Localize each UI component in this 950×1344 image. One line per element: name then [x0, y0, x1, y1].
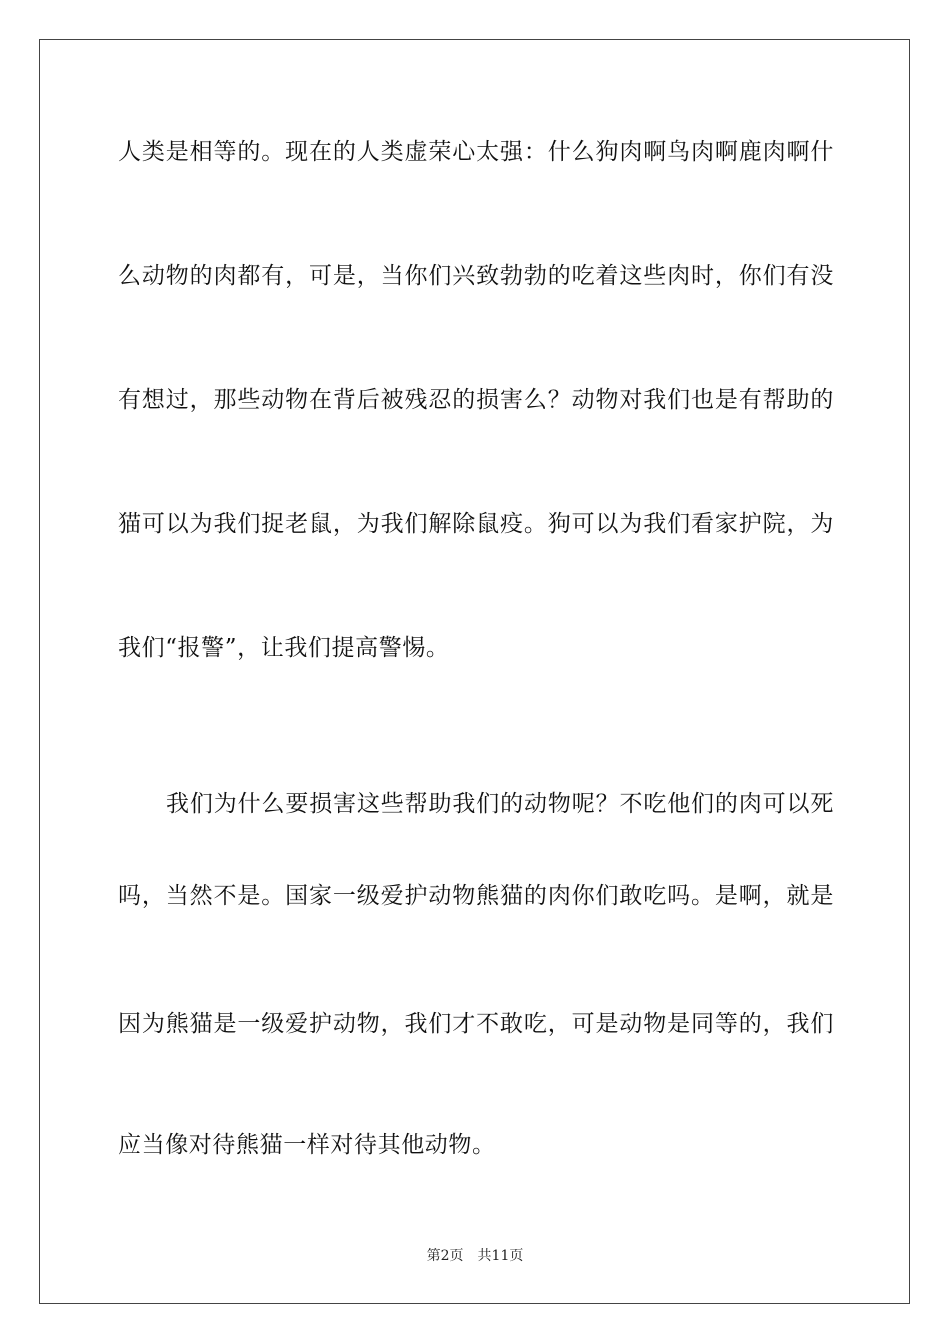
body-text-line-7: 吗，当然不是。国家一级爱护动物熊猫的肉你们敢吃吗。是啊，就是: [118, 883, 834, 909]
page-footer: [0, 1247, 950, 1265]
body-text-line-8: 因为熊猫是一级爱护动物，我们才不敢吃，可是动物是同等的，我们: [118, 1011, 834, 1037]
body-text-line-3: 有想过，那些动物在背后被残忍的损害么？动物对我们也是有帮助的: [118, 387, 834, 413]
body-text-line-1: 人类是相等的。现在的人类虚荣心太强：什么狗肉啊鸟肉啊鹿肉啊什: [118, 139, 834, 165]
body-text-line-5: 我们“报警”，让我们提高警惕。: [118, 635, 450, 661]
body-text-line-4: 猫可以为我们捉老鼠，为我们解除鼠疫。狗可以为我们看家护院，为: [118, 511, 834, 537]
page-border: [39, 39, 910, 1304]
total-pages: 共11页: [477, 1248, 524, 1264]
body-text-line-6: 我们为什么要损害这些帮助我们的动物呢？不吃他们的肉可以死: [166, 791, 834, 817]
body-text-line-2: 么动物的肉都有，可是，当你们兴致勃勃的吃着这些肉时，你们有没: [118, 263, 834, 289]
body-text-line-9: 应当像对待熊猫一样对待其他动物。: [118, 1132, 496, 1158]
page-number: 第2页: [426, 1248, 464, 1264]
